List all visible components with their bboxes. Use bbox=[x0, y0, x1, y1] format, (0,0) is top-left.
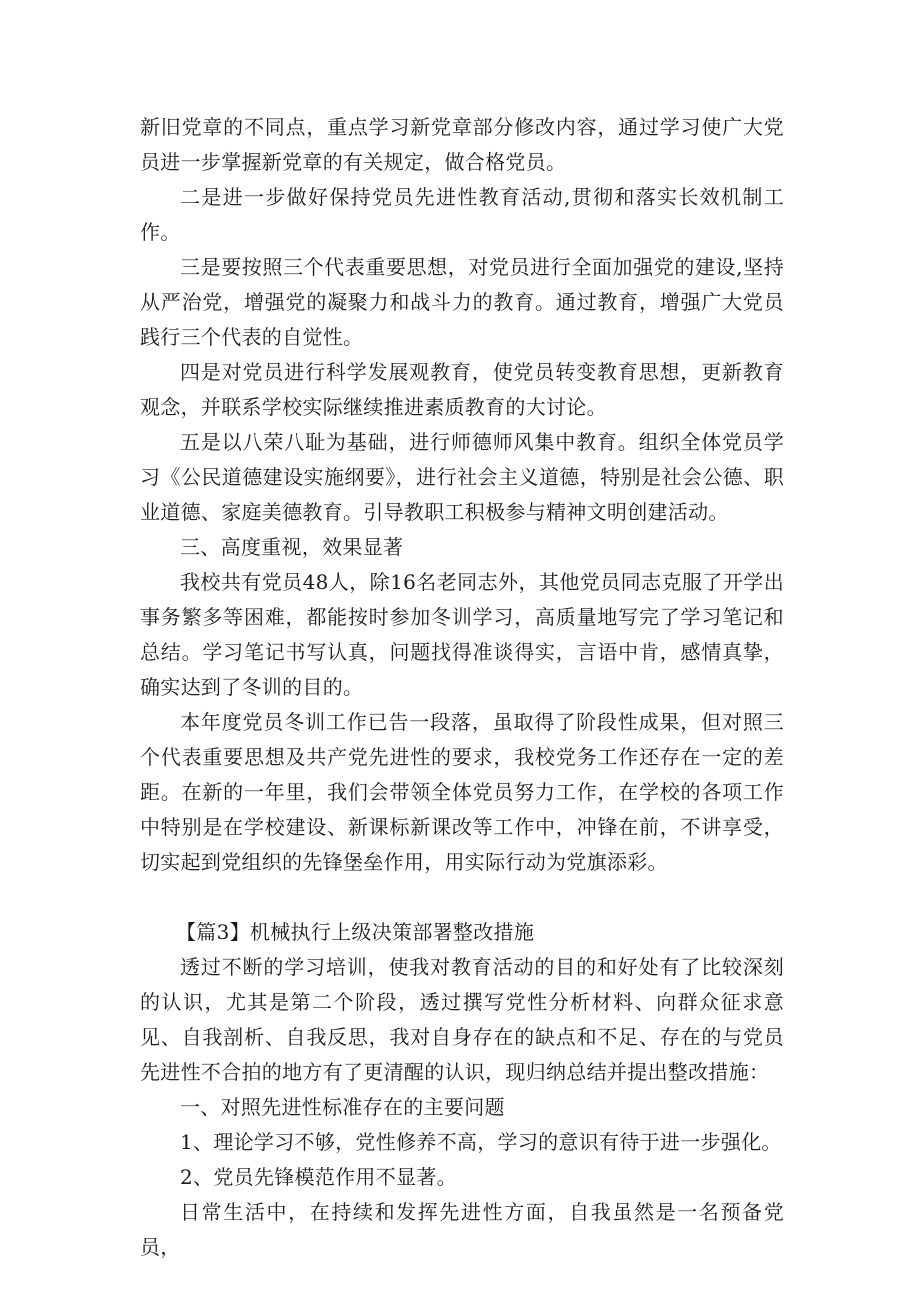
list-item: 1、理论学习不够，党性修养不高，学习的意识有待于进一步强化。 bbox=[180, 1130, 782, 1154]
paragraph: 日常生活中，在持续和发挥先进性方面，自我虽然是一名预备党员， bbox=[140, 1200, 784, 1259]
section-heading: 【篇3】机械执行上级决策部署整改措施 bbox=[176, 920, 535, 944]
document-body bbox=[140, 110, 784, 1265]
paragraph: 本年度党员冬训工作已告一段落，虽取得了阶段性成果，但对照三个代表重要思想及共产党先进性的要求，我校党务工作还存在一定的差距。在新的一年里，我们会带领全体党员努力工作，在学校的各项工作中特别是在学校建设、新课标新课改等工作中，冲锋在前，不讲享受，切实起到党组织的先锋堡垒作用，用实际行动为党旗添彩。 bbox=[140, 710, 784, 874]
paragraph: 四是对党员进行科学发展观教育，使党员转变教育思想，更新教育观念，并联系学校实际继续推进素质教育的大讨论。 bbox=[140, 360, 784, 419]
paragraph: 五是以八荣八耻为基础，进行师德师风集中教育。组织全体党员学习《公民道德建设实施纲要》，进行社会主义道德，特别是社会公德、职业道德、家庭美德教育。引导教职工积极参与精神文明创建活动。 bbox=[140, 430, 784, 524]
paragraph: 透过不断的学习培训，使我对教育活动的目的和好处有了比较深刻的认识，尤其是第二个阶段，透过撰写党性分析材料、向群众征求意见、自我剖析、自我反思，我对自身存在的缺点和不足、存在的与党员先进性不合拍的地方有了更清醒的认识，现归纳总结并提出整改措施： bbox=[140, 955, 784, 1084]
paragraph: 二是进一步做好保持党员先进性教育活动,贯彻和落实长效机制工作。 bbox=[140, 185, 784, 244]
list-item: 2、党员先锋模范作用不显著。 bbox=[180, 1165, 457, 1189]
paragraph: 三是要按照三个代表重要思想，对党员进行全面加强党的建设,坚持从严治党，增强党的凝聚力和战斗力的教育。通过教育，增强广大党员践行三个代表的自觉性。 bbox=[140, 255, 784, 349]
paragraph: 新旧党章的不同点，重点学习新党章部分修改内容，通过学习使广大党员进一步掌握新党章的有关规定，做合格党员。 bbox=[140, 115, 784, 174]
section-spacer bbox=[140, 880, 784, 915]
paragraph: 我校共有党员48人，除16名老同志外，其他党员同志克服了开学出事务繁多等困难，都能按时参加冬训学习，高质量地写完了学习笔记和总结。学习笔记书写认真，问题找得准谈得实，言语中肯，感情真挚，确实达到了冬训的目的。 bbox=[140, 570, 784, 699]
section-subheading: 三、高度重视，效果显著 bbox=[180, 535, 404, 559]
section-subheading: 一、对照先进性标准存在的主要问题 bbox=[180, 1095, 505, 1119]
